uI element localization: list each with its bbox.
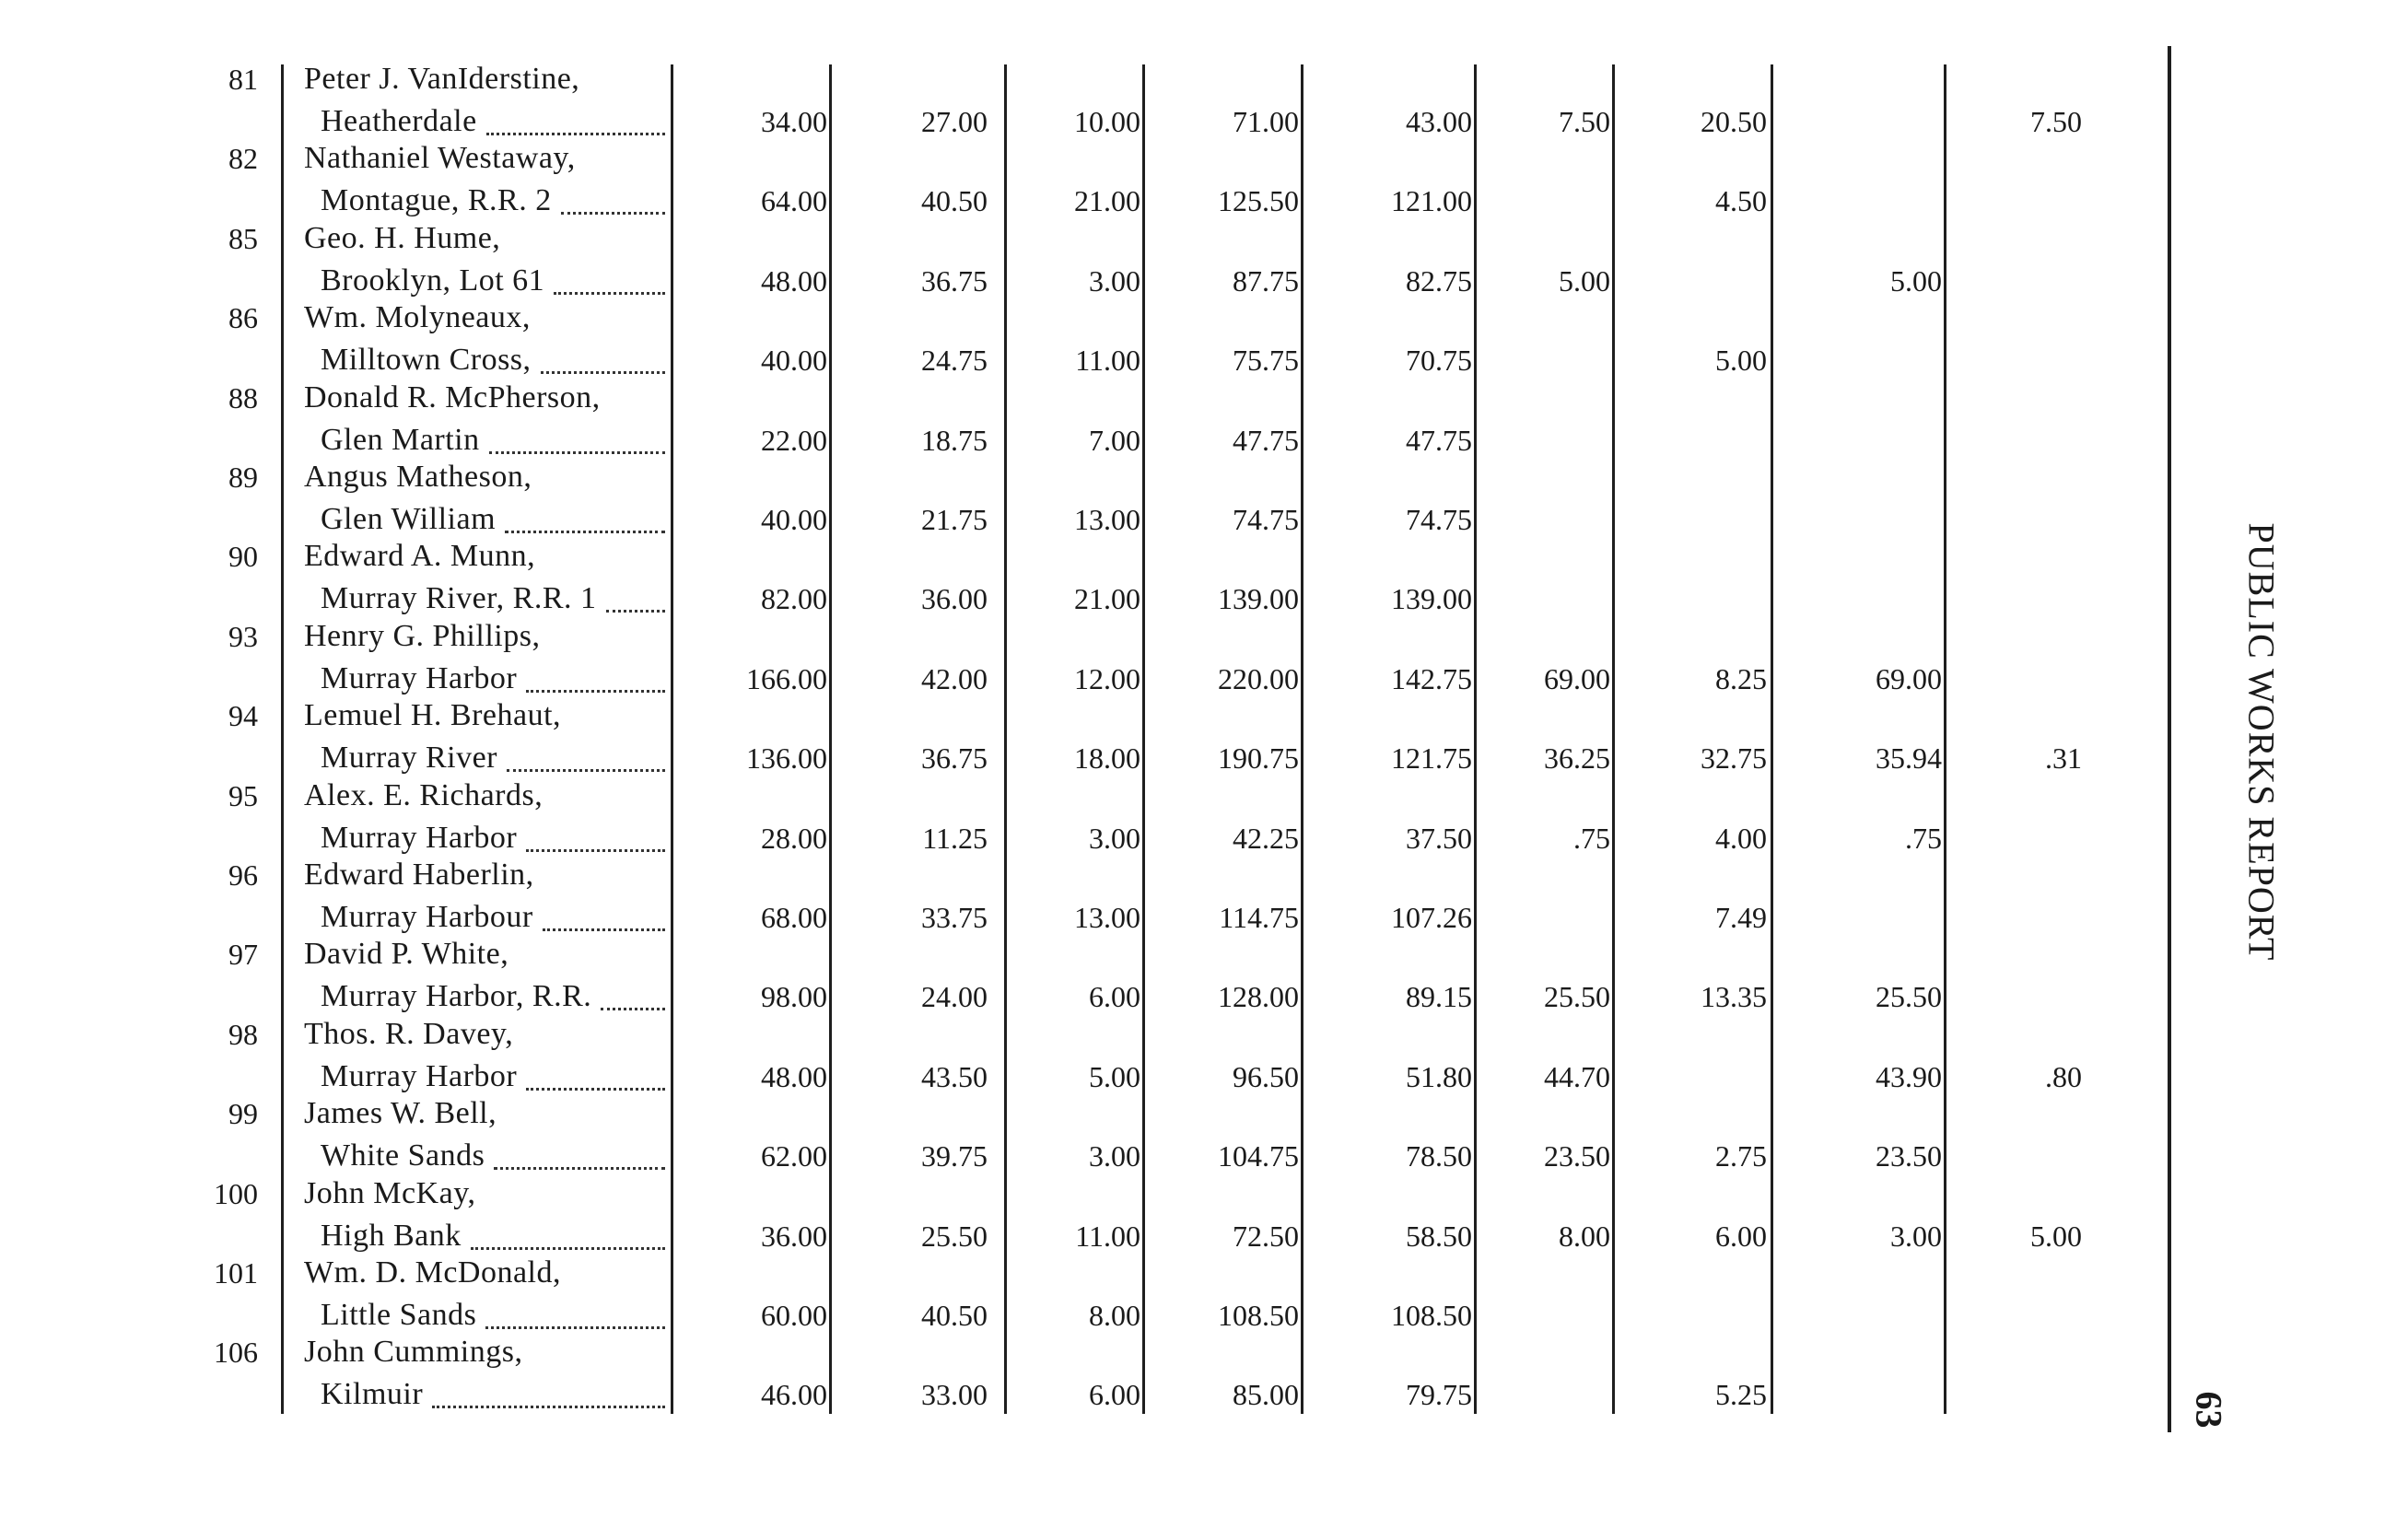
amount-cell: 68.00 (761, 901, 827, 934)
amount-cell: 51.80 (1406, 1059, 1472, 1093)
payee-address: Kilmuir (321, 1377, 424, 1412)
amount-cell: 139.00 (1391, 582, 1472, 616)
amount-cell: 3.00 (1089, 1139, 1140, 1173)
amount-cell: 10.00 (1074, 105, 1140, 138)
table-row (0, 140, 2211, 219)
payee-address: Murray Harbor (321, 660, 518, 695)
payee-name: Lemuel H. Brehaut, (304, 698, 562, 733)
amount-cell: 48.00 (761, 263, 827, 298)
amount-cell: 40.00 (761, 344, 827, 378)
amount-cell: 21.00 (1074, 184, 1140, 218)
amount-cell: 4.00 (1715, 821, 1767, 855)
leader-dots (432, 1406, 665, 1408)
amount-cell: 87.75 (1233, 263, 1299, 298)
leader-dots (494, 1167, 665, 1170)
amount-cell: 78.50 (1406, 1139, 1472, 1173)
amount-cell: .31 (2045, 741, 2082, 776)
leader-dots (601, 1008, 665, 1010)
amount-cell: 3.00 (1890, 1219, 1942, 1253)
amount-cell: 25.50 (1544, 980, 1610, 1014)
amount-cell: 104.75 (1218, 1139, 1299, 1173)
row-number: 98 (228, 1017, 258, 1051)
amount-cell: 40.50 (921, 184, 988, 218)
amount-cell: 23.50 (1876, 1139, 1942, 1173)
row-number: 99 (228, 1097, 258, 1131)
amount-cell: 3.00 (1089, 263, 1140, 298)
leader-dots (486, 133, 665, 135)
payee-name: Henry G. Phillips, (304, 618, 541, 653)
amount-cell: 36.25 (1544, 741, 1610, 776)
leader-dots (471, 1247, 665, 1250)
amount-cell: 18.75 (921, 423, 988, 457)
table-row (0, 1095, 2211, 1174)
amount-cell: 24.00 (921, 980, 988, 1014)
amount-cell: 69.00 (1544, 661, 1610, 695)
row-number: 88 (228, 380, 258, 414)
payee-name: Wm. D. McDonald, (304, 1255, 562, 1290)
amount-cell: 47.75 (1406, 423, 1472, 457)
amount-cell: 43.90 (1876, 1059, 1942, 1093)
amount-cell: 82.75 (1406, 263, 1472, 298)
payee-name: Alex. E. Richards, (304, 777, 544, 812)
payee-address: Glen Martin (321, 422, 480, 457)
amount-cell: 114.75 (1219, 901, 1299, 934)
table-row (0, 459, 2211, 538)
amount-cell: 74.75 (1233, 503, 1299, 536)
payee-name: Nathaniel Westaway, (304, 141, 576, 176)
amount-cell: 35.94 (1876, 741, 1942, 776)
amount-cell: 7.50 (1559, 105, 1610, 138)
payee-address: White Sands (321, 1138, 485, 1173)
amount-cell: 13.00 (1074, 901, 1140, 934)
leader-dots (485, 1326, 665, 1329)
amount-cell: 39.75 (921, 1139, 988, 1173)
table-row (0, 299, 2211, 379)
amount-cell: 5.00 (2030, 1219, 2082, 1253)
amount-cell: 7.00 (1089, 423, 1140, 457)
amount-cell: 7.50 (2030, 105, 2082, 138)
amount-cell: 40.50 (921, 1299, 988, 1332)
amount-cell: 43.50 (921, 1059, 988, 1093)
amount-cell: 23.50 (1544, 1139, 1610, 1173)
row-number: 94 (228, 699, 258, 733)
amount-cell: 82.00 (761, 582, 827, 616)
payee-address: Brooklyn, Lot 61 (321, 263, 545, 298)
table-row (0, 1255, 2211, 1334)
table-row (0, 1016, 2211, 1095)
amount-cell: 43.00 (1406, 105, 1472, 138)
amount-cell: 34.00 (761, 105, 827, 138)
amount-cell: 58.50 (1406, 1219, 1472, 1253)
report-title-text: PUBLIC WORKS REPORT (2240, 522, 2283, 961)
leader-dots (561, 212, 665, 215)
payee-address: High Bank (321, 1218, 462, 1253)
leader-dots (505, 531, 665, 533)
table-row (0, 61, 2211, 140)
amount-cell: 27.00 (921, 105, 988, 138)
amount-cell: 79.75 (1406, 1378, 1472, 1412)
table-row (0, 618, 2211, 697)
amount-cell: 22.00 (761, 423, 827, 457)
payee-name: Geo. H. Hume, (304, 220, 501, 255)
row-number: 101 (214, 1256, 258, 1290)
amount-cell: 2.75 (1715, 1139, 1767, 1173)
payee-address: Heatherdale (321, 104, 477, 138)
payee-name: Wm. Molyneaux, (304, 300, 531, 335)
amount-cell: 89.15 (1406, 980, 1472, 1014)
amount-cell: 108.50 (1391, 1299, 1472, 1332)
amount-cell: 33.00 (921, 1378, 988, 1412)
amount-cell: 36.75 (921, 741, 988, 776)
amount-cell: 7.49 (1715, 901, 1767, 934)
amount-cell: 4.50 (1715, 184, 1767, 218)
payee-name: Edward A. Munn, (304, 539, 536, 574)
leader-dots (526, 849, 665, 852)
amount-cell: 85.00 (1233, 1378, 1299, 1412)
payee-name: Donald R. McPherson, (304, 379, 601, 414)
payee-address: Murray River, R.R. 1 (321, 581, 597, 616)
amount-cell: 46.00 (761, 1378, 827, 1412)
amount-cell: 37.50 (1406, 821, 1472, 855)
leader-dots (526, 1088, 665, 1091)
amount-cell: 36.00 (921, 582, 988, 616)
row-number: 81 (228, 63, 258, 96)
leader-dots (507, 769, 665, 772)
amount-cell: 5.00 (1890, 263, 1942, 298)
amount-cell: 20.50 (1701, 105, 1767, 138)
row-number: 106 (214, 1336, 258, 1370)
amount-cell: 21.75 (921, 503, 988, 536)
amount-cell: 48.00 (761, 1059, 827, 1093)
page-number (2181, 1382, 2237, 1437)
payee-address: Montague, R.R. 2 (321, 183, 552, 218)
payee-name: John Cummings, (304, 1335, 523, 1370)
amount-cell: 62.00 (761, 1139, 827, 1173)
amount-cell: 25.50 (1876, 980, 1942, 1014)
table-row (0, 777, 2211, 857)
leader-dots (554, 292, 665, 295)
amount-cell: 190.75 (1218, 741, 1299, 776)
amount-cell: 60.00 (761, 1299, 827, 1332)
amount-cell: 5.25 (1715, 1378, 1767, 1412)
payee-address: Murray Harbor, R.R. (321, 979, 592, 1014)
amount-cell: 142.75 (1391, 661, 1472, 695)
payee-address: Murray Harbor (321, 1058, 518, 1093)
amount-cell: 32.75 (1701, 741, 1767, 776)
payee-name: John McKay, (304, 1175, 476, 1210)
row-number: 96 (228, 858, 258, 892)
payee-address: Little Sands (321, 1298, 477, 1332)
row-number: 100 (214, 1176, 258, 1210)
payee-address: Milltown Cross, (321, 343, 532, 378)
amount-cell: 70.75 (1406, 344, 1472, 378)
row-number: 93 (228, 619, 258, 653)
amount-cell: 69.00 (1876, 661, 1942, 695)
amount-cell: 11.00 (1075, 1219, 1140, 1253)
amount-cell: 5.00 (1089, 1059, 1140, 1093)
amount-cell: 24.75 (921, 344, 988, 378)
amount-cell: 47.75 (1233, 423, 1299, 457)
amount-cell: 42.25 (1233, 821, 1299, 855)
payee-name: Angus Matheson, (304, 460, 532, 494)
amount-cell: 121.00 (1391, 184, 1472, 218)
amount-cell: .80 (2045, 1059, 2082, 1093)
leader-dots (606, 610, 665, 613)
table-row (0, 538, 2211, 617)
amount-cell: 71.00 (1233, 105, 1299, 138)
row-number: 82 (228, 142, 258, 176)
row-number: 95 (228, 778, 258, 812)
amount-cell: 33.75 (921, 901, 988, 934)
amount-cell: 8.00 (1559, 1219, 1610, 1253)
amount-cell: 40.00 (761, 503, 827, 536)
table-row (0, 1334, 2211, 1413)
amount-cell: 139.00 (1218, 582, 1299, 616)
payee-address: Glen William (321, 502, 497, 536)
amount-cell: 6.00 (1715, 1219, 1767, 1253)
amount-cell: 128.00 (1218, 980, 1299, 1014)
page-number-text: 63 (2188, 1391, 2230, 1428)
table-row (0, 379, 2211, 459)
amount-cell: 21.00 (1074, 582, 1140, 616)
payee-address: Murray River (321, 741, 498, 776)
amount-cell: 166.00 (746, 661, 827, 695)
leader-dots (543, 928, 665, 931)
payee-address: Murray Harbour (321, 900, 533, 934)
amount-cell: 121.75 (1391, 741, 1472, 776)
amount-cell: 44.70 (1544, 1059, 1610, 1093)
amount-cell: 74.75 (1406, 503, 1472, 536)
amount-cell: 64.00 (761, 184, 827, 218)
row-number: 89 (228, 461, 258, 494)
amount-cell: 6.00 (1089, 980, 1140, 1014)
payee-name: James W. Bell, (304, 1096, 497, 1131)
amount-cell: 12.00 (1074, 661, 1140, 695)
amount-cell: 13.00 (1074, 503, 1140, 536)
row-number: 85 (228, 221, 258, 255)
amount-cell: 136.00 (746, 741, 827, 776)
amount-cell: 36.75 (921, 263, 988, 298)
amount-cell: 11.25 (922, 821, 988, 855)
report-title (2234, 484, 2289, 999)
amount-cell: 107.26 (1391, 901, 1472, 934)
amount-cell: 11.00 (1075, 344, 1140, 378)
row-number: 97 (228, 938, 258, 972)
amount-cell: 125.50 (1218, 184, 1299, 218)
payee-name: Edward Haberlin, (304, 858, 534, 892)
amount-cell: 18.00 (1074, 741, 1140, 776)
amount-cell: 6.00 (1089, 1378, 1140, 1412)
payee-name: Thos. R. Davey, (304, 1016, 514, 1051)
amount-cell: 8.25 (1715, 661, 1767, 695)
amount-cell: 3.00 (1089, 821, 1140, 855)
payee-name: Peter J. VanIderstine, (304, 62, 580, 96)
leader-dots (489, 451, 665, 454)
table-row (0, 936, 2211, 1015)
row-number: 86 (228, 301, 258, 335)
table-row (0, 857, 2211, 936)
amount-cell: 5.00 (1715, 344, 1767, 378)
row-number: 90 (228, 540, 258, 574)
amount-cell: 13.35 (1701, 980, 1767, 1014)
amount-cell: 5.00 (1559, 263, 1610, 298)
amount-cell: 25.50 (921, 1219, 988, 1253)
leader-dots (526, 690, 665, 693)
amount-cell: 108.50 (1218, 1299, 1299, 1332)
amount-cell: 36.00 (761, 1219, 827, 1253)
amount-cell: 96.50 (1233, 1059, 1299, 1093)
amount-cell: 72.50 (1233, 1219, 1299, 1253)
amount-cell: 42.00 (921, 661, 988, 695)
amount-cell: .75 (1905, 821, 1942, 855)
table-row (0, 697, 2211, 776)
amount-cell: 75.75 (1233, 344, 1299, 378)
table-row (0, 1175, 2211, 1255)
amount-cell: 8.00 (1089, 1299, 1140, 1332)
table-row (0, 220, 2211, 299)
amount-cell: .75 (1573, 821, 1610, 855)
payee-address: Murray Harbor (321, 820, 518, 855)
amount-cell: 28.00 (761, 821, 827, 855)
amount-cell: 220.00 (1218, 661, 1299, 695)
payee-name: David P. White, (304, 937, 509, 972)
amount-cell: 98.00 (761, 980, 827, 1014)
leader-dots (541, 371, 665, 374)
